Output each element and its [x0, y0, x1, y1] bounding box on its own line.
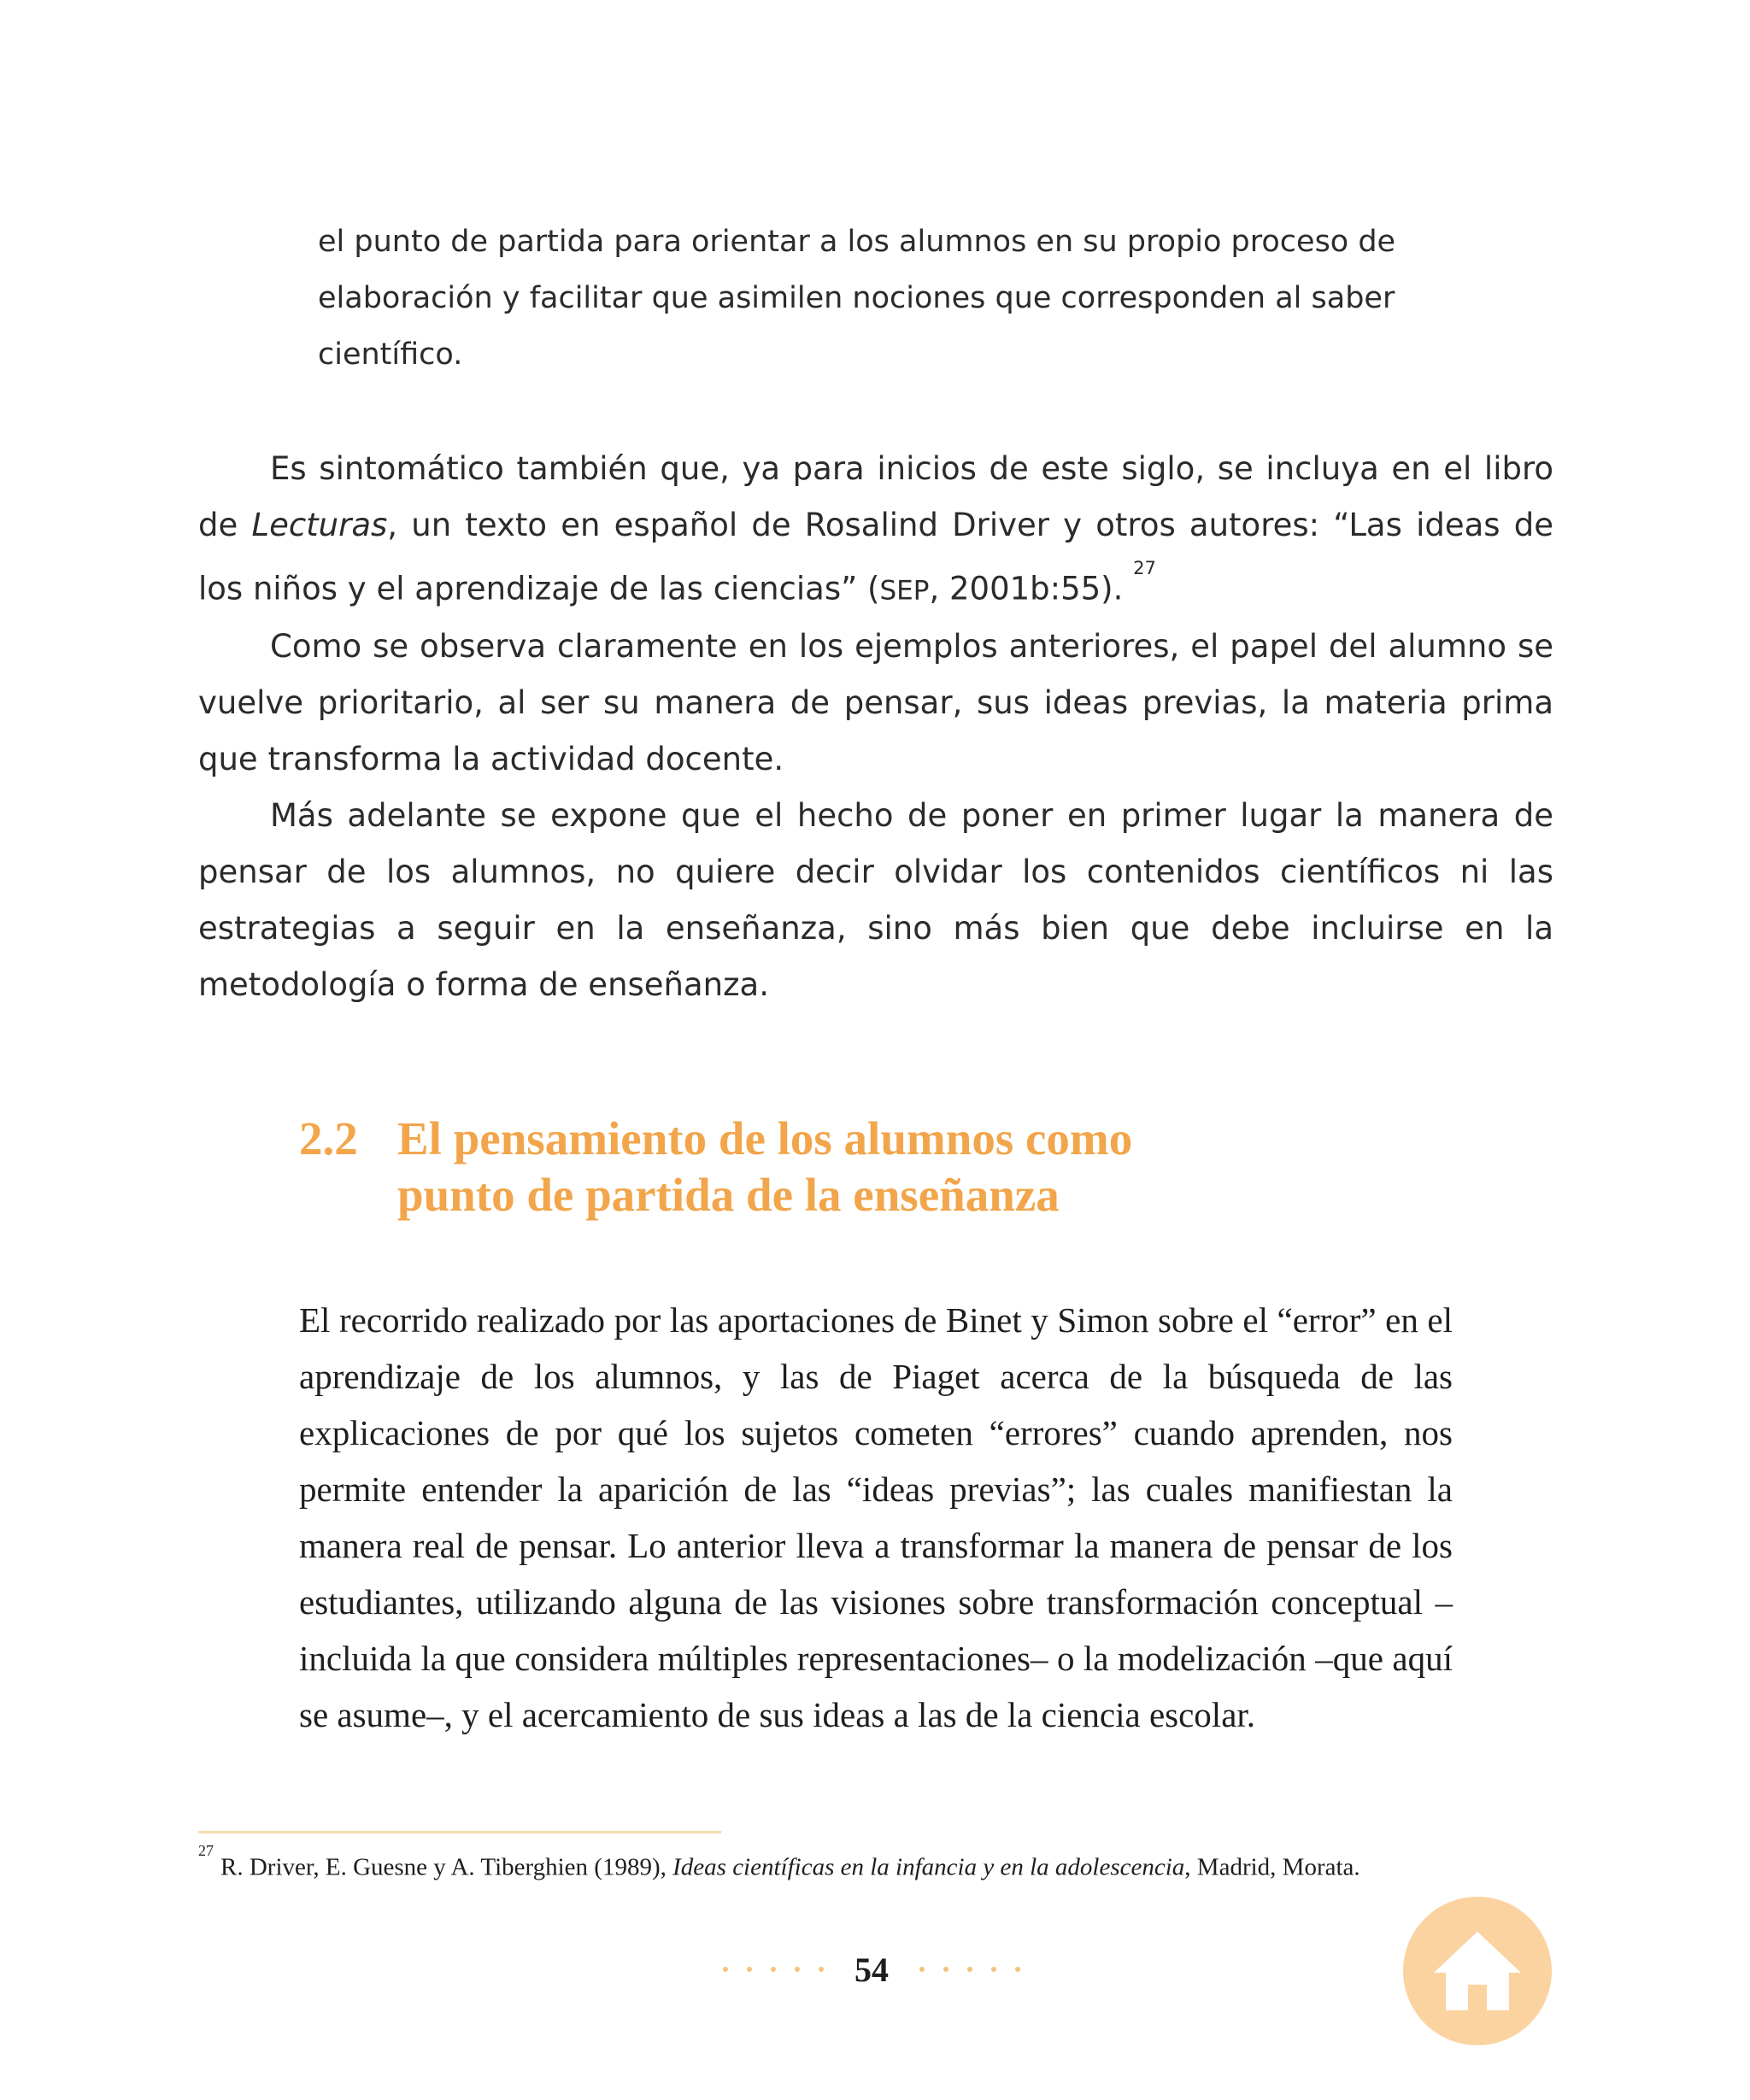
dot	[919, 1967, 925, 1972]
dot	[991, 1967, 996, 1972]
paragraph-3: Más adelante se expone que el hecho de poner en primer lugar la manera de pensar de los alumnos, no quiere decir olvidar los contenidos científicos ni las estrategias a seguir en la enseñanza, sino más bien que debe incluirse en la metodología o forma de enseñanza.	[198, 797, 1553, 1004]
section-number: 2.2	[299, 1112, 358, 1164]
page-footer	[701, 1948, 1042, 1991]
footnote-publisher: , Madrid, Morata.	[1184, 1853, 1360, 1881]
section-body	[299, 1292, 1453, 1743]
home-button[interactable]	[1403, 1897, 1552, 2045]
left-dots	[723, 1967, 824, 1972]
intro-paragraphs	[198, 441, 1553, 1013]
section-title-line-1: El pensamiento de los alumnos como	[397, 1112, 1133, 1164]
section-body-paragraph: El recorrido realizado por las aportaciones de Binet y Simon sobre el “error” en el aprendizaje de los alumnos, y las de Piaget acerca de la búsqueda de las explicaciones de por qué los sujetos cometen “errores” cuando aprenden, nos permite entender la aparición de las “ideas previas”; las cuales manifiestan la manera real de pensar. Lo anterior lleva a transformar la manera de pensar de los estudiantes, utilizando alguna de las visiones sobre transformación conceptual –incluida la que considera múltiples representaciones– o la modelización –que aquí se asume–, y el acercamiento de sus ideas a las de la ciencia escolar.	[299, 1300, 1453, 1734]
footnote-book-title: Ideas científicas en la infancia y en la adolescencia	[672, 1853, 1185, 1881]
dot	[1015, 1967, 1020, 1972]
footnote-authors: R. Driver, E. Guesne y A. Tiberghien (1989),	[220, 1853, 673, 1881]
indented-quote	[318, 214, 1429, 383]
paragraph-2: Como se observa claramente en los ejemplos anteriores, el papel del alumno se vuelve prioritario, al ser su manera de pensar, sus ideas previas, la materia prima que transforma la actividad docente.	[198, 628, 1553, 778]
dot	[967, 1967, 972, 1972]
paragraph-1-a: Es sintomático también que, ya para inicios de este siglo, se incluya en el libro de	[198, 450, 1553, 543]
dot	[795, 1967, 800, 1972]
footnote	[198, 1844, 1480, 1885]
right-dots	[919, 1967, 1020, 1972]
footnote-number: 27	[198, 1842, 214, 1859]
footnote-divider	[198, 1831, 721, 1833]
sep-abbreviation: SEP	[879, 575, 930, 607]
quote-text: el punto de partida para orientar a los alumnos en su propio proceso de elaboración y facilitar que asimilen nociones que corresponden al saber científico.	[318, 225, 1396, 372]
section-title-line-2: punto de partida de la enseñanza	[397, 1169, 1060, 1221]
page-number: 54	[854, 1950, 889, 1989]
paragraph-1-c: , 2001b:55).	[929, 570, 1124, 607]
home-icon	[1430, 1928, 1524, 2014]
dot	[747, 1967, 752, 1972]
book-title-lecturas: Lecturas	[251, 507, 388, 543]
dot	[771, 1967, 776, 1972]
dot	[943, 1967, 948, 1972]
section-title	[397, 1111, 1132, 1223]
footnote-reference[interactable]: 27	[1133, 558, 1156, 578]
dot	[819, 1967, 824, 1972]
dot	[723, 1967, 728, 1972]
paragraph-1-b: , un texto en español de Rosalind Driver y otros autores: “Las ideas de los niños y el aprendizaje de las ciencias” (	[198, 507, 1553, 607]
paragraph-1	[198, 441, 1553, 619]
